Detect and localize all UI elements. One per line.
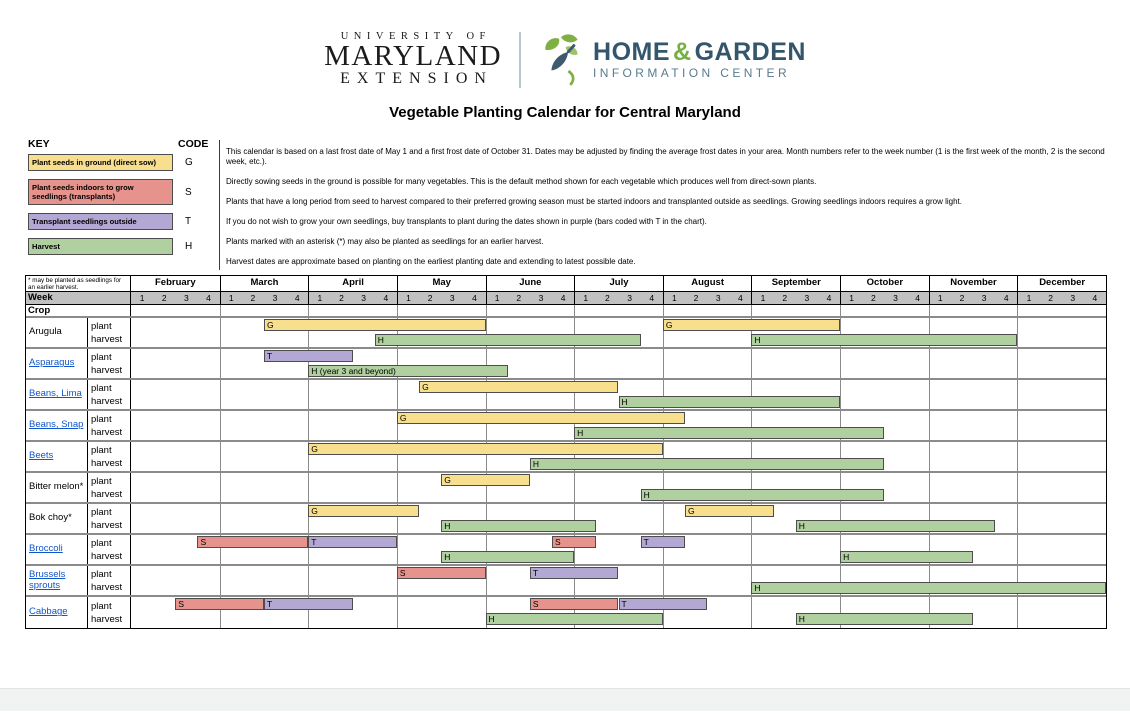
week-number-cell: 1: [840, 292, 862, 304]
crop-link-beans-lima[interactable]: Beans, Lima: [26, 380, 88, 409]
lane-labels: [88, 473, 131, 502]
legend-code-h: H: [185, 241, 193, 252]
bar-g-arugula: G: [663, 319, 840, 331]
week-number-cell: 1: [929, 292, 951, 304]
legend-code-heading: CODE: [178, 138, 209, 150]
month-header-march: March: [220, 276, 309, 291]
week-number-cell: 1: [139, 293, 145, 303]
crop-row-cabbage: [26, 597, 1106, 628]
week-number-cell: 3: [538, 293, 544, 303]
legend-swatch-direct-sow: Plant seeds in ground (direct sow): [28, 154, 173, 171]
header-logos: [0, 31, 1130, 88]
bar-s-broccoli: S: [197, 536, 308, 548]
crop-name-bitter-melon: Bitter melon*: [26, 473, 88, 502]
legend-item-harvest: [28, 238, 218, 255]
lane-label-harvest: harvest: [91, 457, 123, 469]
month-header-april: April: [308, 276, 397, 291]
umd-logo-line3: EXTENSION: [340, 70, 493, 87]
note-frost-dates: This calendar is based on a last frost date of May 1 and a first frost date of October 31. Dates may be adjusted by finding the average frost dates in your area. Month numbers refer to the week number (1 is the first week of the month, 2 is the second week, etc.).: [226, 147, 1105, 166]
month-gridline-cell: [220, 305, 309, 316]
week-number-cells: [131, 292, 1106, 304]
week-number-cell: 2: [693, 293, 699, 303]
crop-header-row: [26, 305, 1106, 318]
planting-calendar-table: [25, 275, 1107, 629]
note-start-indoors: Plants that have a long period from seed to harvest compared to their preferred growing season must be started indoors and transplanted outside as seedlings. Growing seedlings indoors requires a grow light.: [226, 197, 962, 206]
week-number-cell: 4: [738, 293, 743, 303]
lane-label-plant: plant: [91, 475, 112, 487]
bar-t-broccoli: T: [308, 536, 397, 548]
hgic-garden-text: GARDEN: [694, 38, 806, 66]
week-row-label: Week: [26, 292, 131, 304]
bar-g-arugula: G: [264, 319, 486, 331]
lane-labels: [88, 318, 131, 347]
crop-link-beans-snap[interactable]: Beans, Snap: [26, 411, 88, 440]
harvest-lane-bitter-melon: [131, 488, 1106, 503]
bar-s-broccoli: S: [552, 536, 596, 548]
month-gridline-cell: [929, 305, 1018, 316]
week-number-cell: 2: [339, 293, 344, 303]
lane-label-harvest: harvest: [91, 613, 123, 625]
crop-link-cabbage[interactable]: Cabbage: [26, 597, 88, 628]
lane-label-plant: plant: [91, 506, 112, 518]
crop-row-beans-snap: [26, 411, 1106, 442]
week-number-cell: 2: [427, 293, 433, 303]
bar-g-bitter-melon: G: [441, 474, 530, 486]
bar-t-cabbage: T: [264, 598, 353, 610]
week-number-cell: 3: [361, 293, 367, 303]
bar-h-beans-snap: H: [574, 427, 884, 439]
week-number-cell: 3: [981, 293, 987, 303]
bar-h-brussels-sprouts: H: [751, 582, 1106, 594]
crop-link-asparagus[interactable]: Asparagus: [26, 349, 88, 378]
lane-labels: [88, 597, 131, 628]
plant-lane-bok-choy: [131, 504, 1106, 519]
crop-link-brussels-sprouts[interactable]: Brussels sprouts: [26, 566, 88, 595]
legend-notes-divider: [219, 140, 220, 270]
week-number-cell: 4: [560, 293, 566, 303]
harvest-lane-bok-choy: [131, 519, 1106, 534]
week-number-cell: 2: [1048, 293, 1053, 303]
lane-label-harvest: harvest: [91, 550, 123, 562]
lane-labels: [88, 411, 131, 440]
bar-g-beets: G: [308, 443, 663, 455]
legend-item-seeds-indoors: [28, 179, 218, 205]
bar-h-bok-choy: H: [796, 520, 995, 532]
week-number-cell: 3: [627, 293, 632, 303]
bar-g-bok-choy: G: [308, 505, 419, 517]
month-gridline-cell: [840, 305, 929, 316]
bar-t-cabbage: T: [619, 598, 708, 610]
note-direct-sow: Directly sowing seeds in the ground is possible for many vegetables. This is the default method shown for each vegetable which produces well from direct-sown plants.: [226, 177, 817, 186]
week-number-cell: 1: [663, 292, 685, 304]
lane-labels: [88, 349, 131, 378]
harvest-lane-cabbage: [131, 612, 1106, 627]
bar-h-beets: H: [530, 458, 885, 470]
crop-row-bitter-melon: [26, 473, 1106, 504]
crop-link-broccoli[interactable]: Broccoli: [26, 535, 88, 564]
week-number-cell: 2: [250, 293, 256, 303]
week-number-cell: 2: [782, 293, 788, 303]
lane-label-harvest: harvest: [91, 364, 123, 376]
month-header-june: June: [486, 276, 575, 291]
lane-labels: [88, 380, 131, 409]
intro-notes: [226, 147, 1124, 277]
bar-t-brussels-sprouts: T: [530, 567, 619, 579]
week-number-row: [26, 292, 1106, 305]
harvest-lane-brussels-sprouts: [131, 581, 1106, 596]
week-number-cell: 1: [486, 292, 508, 304]
week-number-cell: 1: [308, 292, 330, 304]
trowel-leaf-icon: [538, 32, 584, 88]
legend-swatch-seeds-indoors: Plant seeds indoors to grow seedlings (transplants): [28, 179, 173, 205]
week-number-cell: 1: [751, 292, 773, 304]
hgic-logo-text: [593, 39, 806, 80]
bar-g-bok-choy: G: [685, 505, 774, 517]
crop-name-bok-choy: Bok choy*: [26, 504, 88, 533]
month-header-july: July: [574, 276, 663, 291]
harvest-lane-broccoli: [131, 550, 1106, 565]
crop-row-beets: [26, 442, 1106, 473]
crop-link-beets[interactable]: Beets: [26, 442, 88, 471]
month-gridline-cell: [486, 305, 575, 316]
legend-code-g: G: [185, 157, 193, 168]
plant-lane-beans-snap: [131, 411, 1106, 426]
lane-label-plant: plant: [91, 351, 112, 363]
plant-lane-brussels-sprouts: [131, 566, 1106, 581]
week-number-cell: 3: [1070, 293, 1076, 303]
note-buy-transplants: If you do not wish to grow your own seedlings, buy transplants to plant during the dates shown in purple (bars coded with T in the chart).: [226, 217, 707, 226]
week-number-cell: 3: [715, 293, 721, 303]
crop-header-grid: [131, 305, 1106, 316]
hgic-logo-line2: INFORMATION CENTER: [593, 66, 791, 80]
legend-item-transplant: [28, 213, 218, 230]
week-number-cell: 4: [1092, 293, 1098, 303]
hgic-logo-line1: [593, 39, 806, 65]
lane-label-harvest: harvest: [91, 395, 123, 407]
lane-label-harvest: harvest: [91, 519, 123, 531]
lane-label-harvest: harvest: [91, 581, 123, 593]
legend: [28, 138, 218, 263]
month-gridline-cell: [397, 305, 486, 316]
bar-s-brussels-sprouts: S: [397, 567, 486, 579]
timeline-arugula: [131, 318, 1106, 347]
bar-g-beans-snap: G: [397, 412, 685, 424]
bar-h-asparagus: H (year 3 and beyond): [308, 365, 507, 377]
hgic-logo: [538, 32, 806, 88]
bar-s-cabbage: S: [530, 598, 619, 610]
harvest-lane-arugula: [131, 333, 1106, 348]
lane-label-plant: plant: [91, 413, 112, 425]
harvest-lane-beets: [131, 457, 1106, 472]
plant-lane-beets: [131, 442, 1106, 457]
week-number-cell: 4: [472, 293, 477, 303]
legend-item-direct-sow: [28, 154, 218, 171]
bar-s-cabbage: S: [175, 598, 264, 610]
lane-labels: [88, 535, 131, 564]
lane-labels: [88, 566, 131, 595]
harvest-lane-asparagus: [131, 364, 1106, 379]
week-number-cell: 2: [605, 293, 610, 303]
crop-row-beans-lima: [26, 380, 1106, 411]
lane-label-harvest: harvest: [91, 488, 123, 500]
timeline-asparagus: [131, 349, 1106, 378]
plant-lane-beans-lima: [131, 380, 1106, 395]
week-number-cell: 3: [184, 293, 189, 303]
crop-row-arugula: [26, 318, 1106, 349]
lane-labels: [88, 442, 131, 471]
bar-t-broccoli: T: [641, 536, 685, 548]
timeline-cabbage: [131, 597, 1106, 628]
month-gridline-cell: [751, 305, 840, 316]
month-header-february: February: [154, 277, 196, 288]
umd-logo-line1: UNIVERSITY OF: [340, 31, 491, 42]
crop-rows: [26, 318, 1106, 628]
crop-row-bok-choy: [26, 504, 1106, 535]
week-number-cell: 1: [1017, 292, 1039, 304]
bar-h-broccoli: H: [840, 551, 973, 563]
week-number-cell: 1: [220, 292, 242, 304]
week-number-cell: 1: [397, 292, 419, 304]
crop-row-asparagus: [26, 349, 1106, 380]
legend-code-s: S: [185, 186, 192, 198]
logo-divider: [519, 32, 521, 88]
month-header-december: December: [1017, 276, 1106, 291]
timeline-bitter-melon: [131, 473, 1106, 502]
week-number-cell: 3: [449, 293, 455, 303]
legend-swatch-harvest: Harvest: [28, 238, 173, 255]
week-number-cell: 1: [574, 292, 596, 304]
week-number-cell: 3: [272, 293, 278, 303]
note-harvest-dates: Harvest dates are approximate based on planting on the earliest planting date and extending to latest possible date.: [226, 257, 636, 266]
crop-column-label: Crop: [26, 305, 131, 316]
bar-h-bok-choy: H: [441, 520, 596, 532]
plant-lane-asparagus: [131, 349, 1106, 364]
month-header-september: September: [751, 276, 840, 291]
month-header-august: August: [663, 276, 752, 291]
timeline-beans-snap: [131, 411, 1106, 440]
timeline-beans-lima: [131, 380, 1106, 409]
bar-h-cabbage: H: [486, 613, 663, 625]
hgic-ampersand: &: [673, 38, 692, 66]
week-number-cell: 2: [161, 293, 167, 303]
bar-h-bitter-melon: H: [641, 489, 885, 501]
week-number-cell: 2: [870, 293, 876, 303]
month-header-cells: [131, 276, 1106, 291]
month-header-november: November: [929, 276, 1018, 291]
timeline-broccoli: [131, 535, 1106, 564]
week-number-cell: 4: [383, 293, 389, 303]
bar-t-asparagus: T: [264, 350, 353, 362]
month-gridline-cell: [131, 305, 220, 316]
bar-h-beans-lima: H: [619, 396, 841, 408]
corner-note: * may be planted as seedlings for an earlier harvest.: [26, 276, 131, 291]
page-title: Vegetable Planting Calendar for Central Maryland: [389, 104, 741, 121]
month-gridline-cell: [308, 305, 397, 316]
lane-label-plant: plant: [91, 320, 112, 332]
week-number-cell: 4: [826, 293, 832, 303]
week-number-cell: 2: [516, 293, 522, 303]
week-number-cell: 4: [206, 293, 211, 303]
timeline-beets: [131, 442, 1106, 471]
week-number-cell: 4: [1003, 293, 1009, 303]
week-number-cell: 4: [294, 293, 300, 303]
plant-lane-arugula: [131, 318, 1106, 333]
lane-label-plant: plant: [91, 537, 112, 549]
week-number-cell: 3: [893, 293, 898, 303]
plant-lane-bitter-melon: [131, 473, 1106, 488]
lane-label-plant: plant: [91, 382, 112, 394]
bar-g-beans-lima: G: [419, 381, 618, 393]
bar-h-arugula: H: [375, 334, 641, 346]
lane-label-plant: plant: [91, 568, 112, 580]
legend-code-t: T: [185, 216, 192, 227]
crop-name-arugula: Arugula: [26, 318, 88, 347]
month-gridline-cell: [1017, 305, 1106, 316]
bar-h-broccoli: H: [441, 551, 574, 563]
hgic-home-text: HOME: [593, 38, 671, 66]
plant-lane-broccoli: [131, 535, 1106, 550]
bar-h-arugula: H: [751, 334, 1017, 346]
week-number-cell: 4: [915, 293, 920, 303]
lane-labels: [88, 504, 131, 533]
week-number-cell: 4: [649, 293, 655, 303]
crop-row-brussels-sprouts: [26, 566, 1106, 597]
plant-lane-cabbage: [131, 597, 1106, 612]
timeline-bok-choy: [131, 504, 1106, 533]
horizontal-scrollbar-track[interactable]: [0, 688, 1130, 711]
week-number-cell: 3: [804, 293, 810, 303]
month-header-may: May: [397, 276, 486, 291]
lane-label-harvest: harvest: [91, 333, 123, 345]
lane-label-harvest: harvest: [91, 426, 123, 438]
bar-h-cabbage: H: [796, 613, 973, 625]
month-header-row: [26, 276, 1106, 292]
week-number-cell: 2: [959, 293, 965, 303]
lane-label-plant: plant: [91, 600, 112, 612]
crop-row-broccoli: [26, 535, 1106, 566]
lane-label-plant: plant: [91, 444, 112, 456]
note-asterisk: Plants marked with an asterisk (*) may also be planted as seedlings for an earlier harvest.: [226, 237, 544, 246]
month-gridline-cell: [574, 305, 663, 316]
month-gridline-cell: [663, 305, 752, 316]
harvest-lane-beans-lima: [131, 395, 1106, 410]
harvest-lane-beans-snap: [131, 426, 1106, 441]
legend-swatch-transplant: Transplant seedlings outside: [28, 213, 173, 230]
umd-extension-logo: [324, 31, 502, 88]
timeline-brussels-sprouts: [131, 566, 1106, 595]
umd-logo-line2: MARYLAND: [324, 40, 503, 72]
legend-heading: KEY: [28, 138, 50, 150]
month-header-october: October: [840, 276, 929, 291]
